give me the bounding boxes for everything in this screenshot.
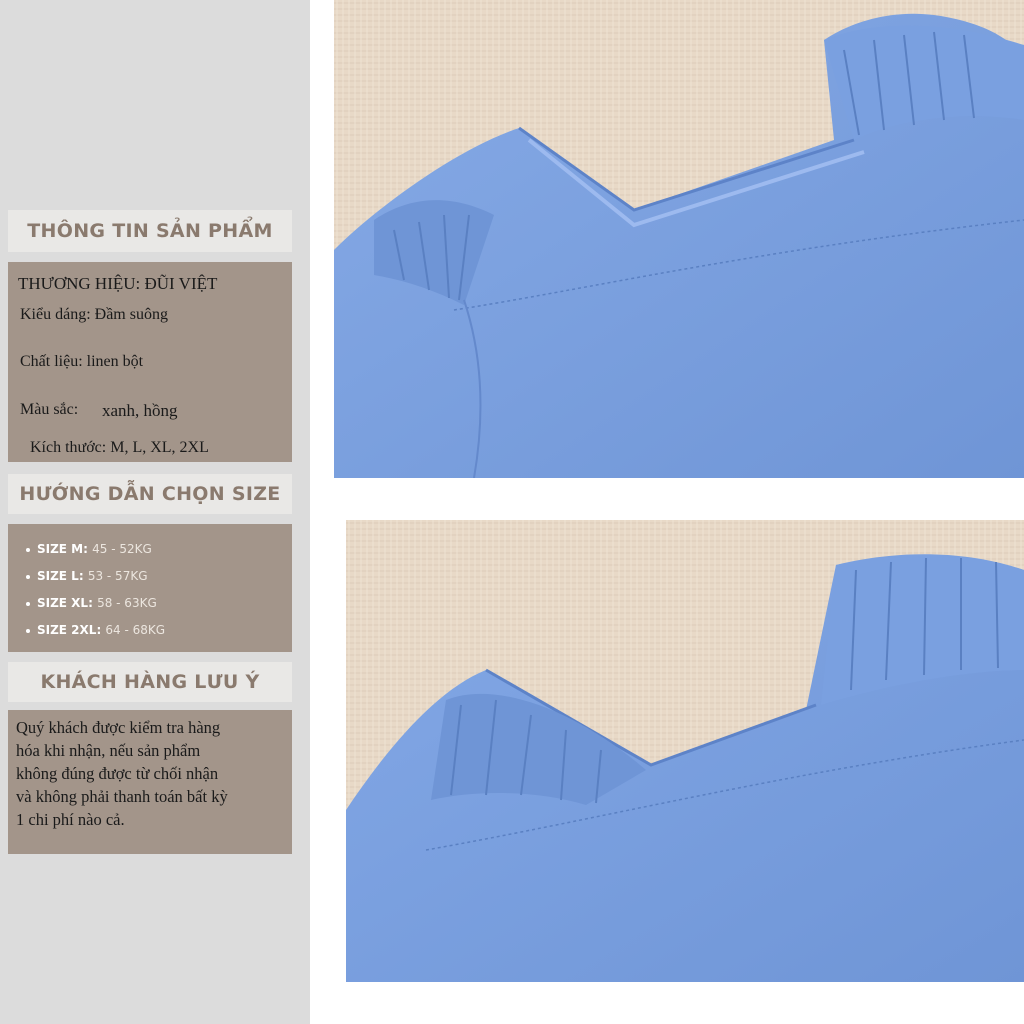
- photo-bottom-neckline: [346, 520, 1024, 982]
- size-guide-panel: [8, 524, 292, 652]
- style-text: Kiểu dáng: Đầm suông: [20, 306, 168, 323]
- bullet-icon: [26, 548, 30, 552]
- size-text: Kích thước: M, L, XL, 2XL: [30, 439, 209, 456]
- size-guide-item: SIZE XL: 58 - 63KG: [26, 596, 157, 610]
- brand-text: THƯƠNG HIỆU: ĐŨI VIỆT: [18, 274, 218, 293]
- bullet-icon: [26, 602, 30, 606]
- dress-neckline-image: [346, 520, 1024, 982]
- product-info-column: [0, 0, 310, 1024]
- color-label: Màu sắc:: [20, 401, 79, 418]
- product-info-panel: [8, 262, 292, 462]
- size-guide-item: SIZE 2XL: 64 - 68KG: [26, 623, 165, 637]
- color-value: xanh, hồng: [102, 401, 178, 420]
- material-text: Chất liệu: linen bột: [20, 353, 144, 370]
- photo-top-neckline: [334, 0, 1024, 478]
- customer-note-panel: [8, 710, 292, 854]
- product-info-header: THÔNG TIN SẢN PHẨM: [8, 210, 292, 252]
- dress-neckline-image: [334, 0, 1024, 478]
- size-guide-item: SIZE M: 45 - 52KG: [26, 542, 152, 556]
- size-guide-header: HƯỚNG DẪN CHỌN SIZE: [8, 474, 292, 514]
- bullet-icon: [26, 629, 30, 633]
- size-guide-item: SIZE L: 53 - 57KG: [26, 569, 148, 583]
- customer-note-text: Quý khách được kiểm tra hàng hóa khi nhận, nếu sản phẩm không đúng được từ chối nhận và không phải thanh toán bất kỳ 1 chi phí nào cả.: [16, 718, 228, 829]
- customer-note-header: KHÁCH HÀNG LƯU Ý: [8, 662, 292, 702]
- bullet-icon: [26, 575, 30, 579]
